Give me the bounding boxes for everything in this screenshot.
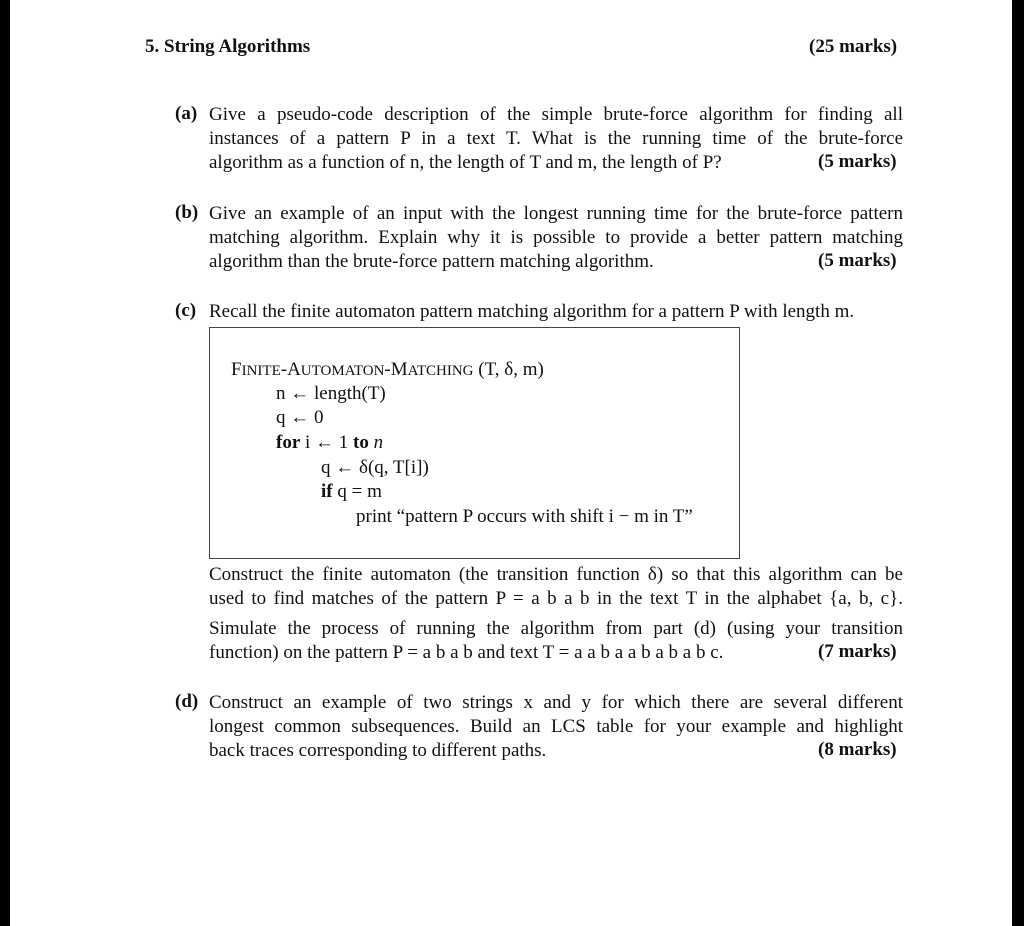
algorithm-line-3: for i ← 1 to n [276, 432, 384, 453]
part-c-marks: (7 marks) [818, 641, 897, 662]
part-a-line-2: instances of a pattern P in a text T. What is the running time of the brute-force [209, 128, 903, 149]
part-b-line-1: Give an example of an input with the longest running time for the brute-force pattern [209, 203, 903, 224]
algorithm-line-4: q ← δ(q, T[i]) [321, 457, 429, 478]
part-b-label: (b) [175, 202, 199, 223]
question-title: 5. String Algorithms [145, 36, 311, 57]
part-a-marks: (5 marks) [818, 151, 897, 172]
part-d-marks: (8 marks) [818, 739, 897, 760]
part-d-line-3: back traces corresponding to different paths. [209, 740, 547, 761]
part-c-body-1: Construct the finite automaton (the transition function δ) so that this algorithm can be [209, 564, 903, 585]
part-d-line-2: longest common subsequences. Build an LCS table for your example and highlight [209, 716, 903, 737]
question-marks: (25 marks) [809, 36, 898, 57]
algorithm-line-6: print “pattern P occurs with shift i − m in T” [356, 506, 693, 527]
part-b-line-2: matching algorithm. Explain why it is possible to provide a better pattern matching [209, 227, 903, 248]
algorithm-line-1: n ← length(T) [276, 383, 386, 404]
algorithm-line-2: q ← 0 [276, 407, 324, 428]
part-c-body-4: function) on the pattern P = a b a b and text T = a a b a a b a b a b c. [209, 642, 724, 663]
part-d-line-1: Construct an example of two strings x and y for which there are several different [209, 692, 903, 713]
part-c-body-3: Simulate the process of running the algorithm from part (d) (using your transition [209, 618, 903, 639]
algorithm-line-5: if q = m [321, 481, 382, 502]
part-c-intro: Recall the finite automaton pattern matching algorithm for a pattern P with length m. [209, 301, 855, 322]
part-a-line-1: Give a pseudo-code description of the simple brute-force algorithm for finding all [209, 104, 903, 125]
part-c-body-2: used to find matches of the pattern P = a b a b in the text T in the alphabet {a, b, c}. [209, 588, 903, 609]
part-a-line-3: algorithm as a function of n, the length of T and m, the length of P? [209, 152, 722, 173]
part-b-line-3: algorithm than the brute-force pattern matching algorithm. [209, 251, 654, 272]
part-c-label: (c) [175, 300, 197, 321]
part-a-label: (a) [175, 103, 198, 124]
part-b-marks: (5 marks) [818, 250, 897, 271]
algorithm-header: FINITE-AUTOMATON-MATCHING (T, δ, m) [231, 359, 544, 380]
document-page [10, 0, 1012, 926]
part-d-label: (d) [175, 691, 199, 712]
